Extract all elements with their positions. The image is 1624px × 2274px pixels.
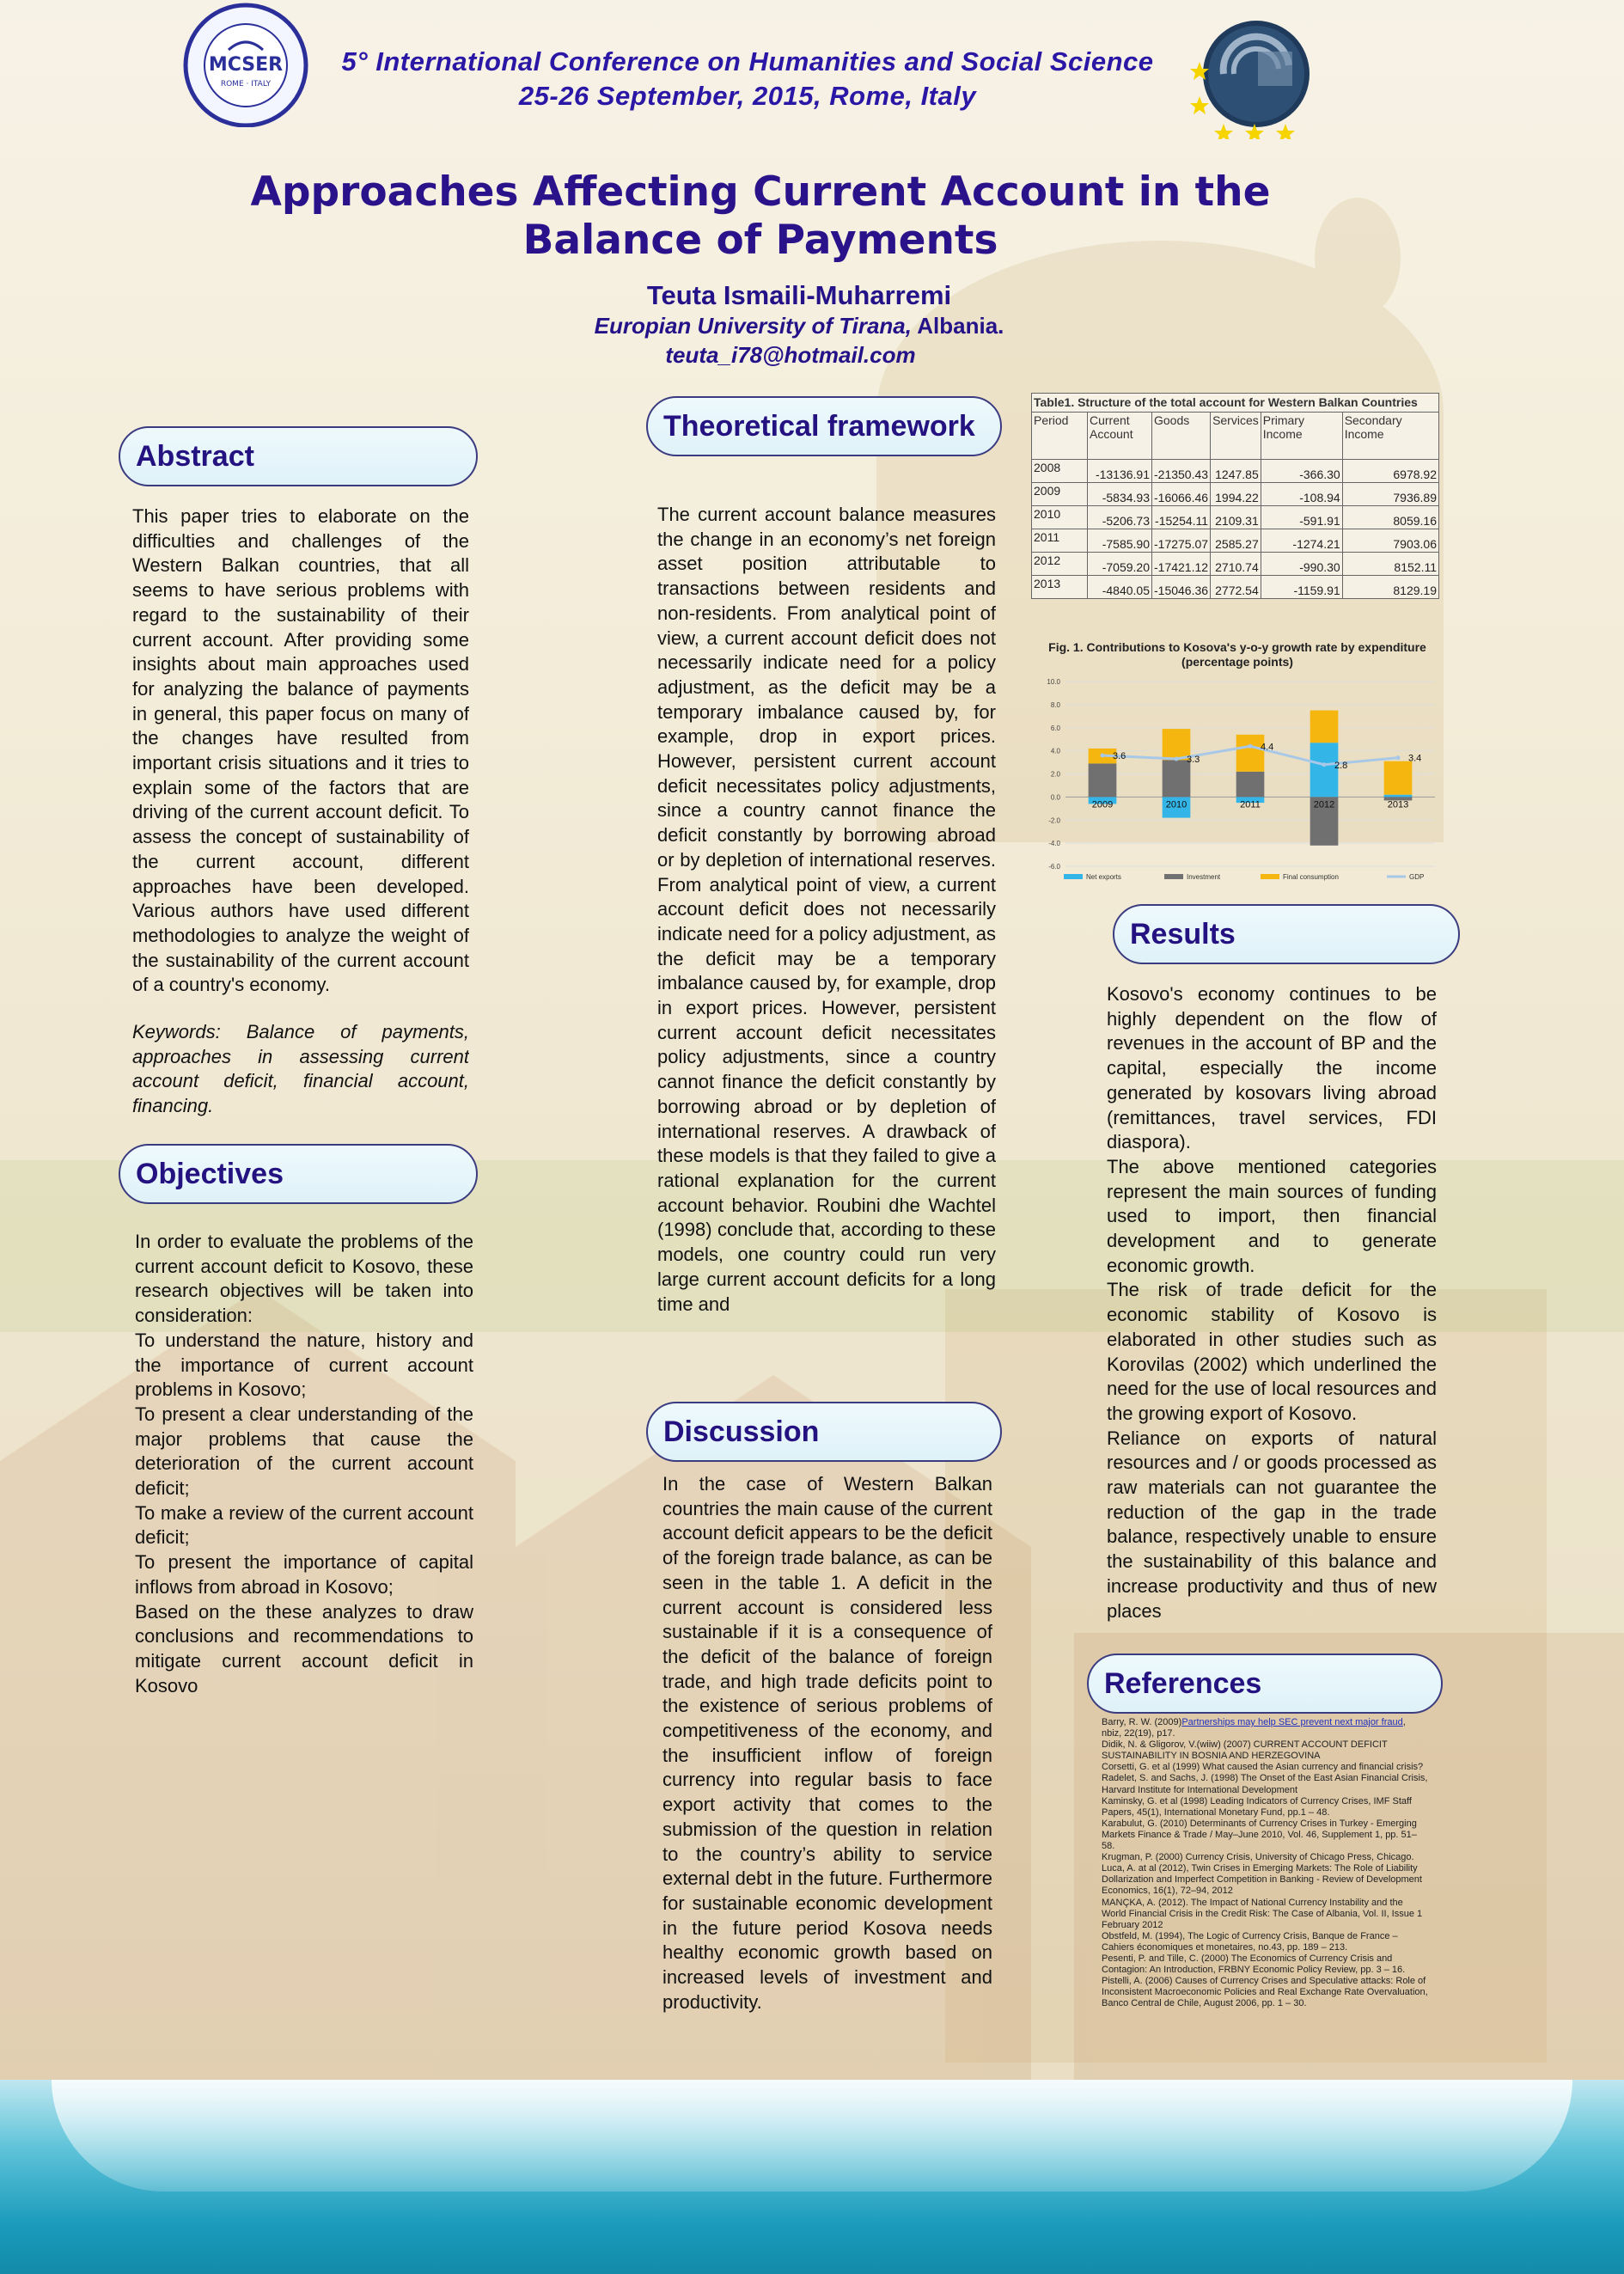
gdp-point (1175, 757, 1179, 761)
reference-item (1102, 1953, 1428, 1976)
table-row (1032, 576, 1439, 599)
x-tick-label: 2009 (1091, 799, 1114, 810)
reference-item (1102, 1762, 1428, 1773)
reference-item (1102, 1739, 1428, 1762)
table-cell: -17275.07 (1152, 529, 1211, 553)
y-tick-label: -2.0 (1048, 816, 1060, 825)
y-tick-label: 6.0 (1050, 724, 1060, 732)
reference-item (1102, 1852, 1428, 1863)
table-cell: 8129.19 (1342, 576, 1438, 599)
gdp-data-label: 3.4 (1408, 753, 1422, 764)
reference-text: MANÇKA, A. (2012). The Impact of National Currency Instability and the World Financial Crisis in the Credit Risk: The Case of Albania, Vol. II, Issue 1 February 2012 (1102, 1897, 1423, 1930)
poster-title-line2: Balance of Payments (522, 217, 998, 264)
bar-investment (1089, 763, 1117, 797)
table-cell: 2585.27 (1211, 529, 1261, 553)
reference-item (1102, 1773, 1428, 1795)
bottom-decorative-band (0, 2080, 1624, 2274)
objectives-section (135, 1230, 473, 1698)
table-cell: -21350.43 (1152, 460, 1211, 483)
table-cell: -16066.46 (1152, 483, 1211, 506)
gdp-point (1249, 744, 1253, 749)
table-header-cell: Current Account (1088, 413, 1152, 460)
affiliation-country: Albania. (912, 313, 1004, 339)
bar-final-consumption (1310, 711, 1339, 743)
y-tick-label: 10.0 (1047, 678, 1060, 686)
reference-item (1102, 1898, 1428, 1931)
mcser-logo (177, 2, 314, 127)
table-header-row (1032, 413, 1439, 460)
table-cell: -366.30 (1261, 460, 1342, 483)
table-cell: 7936.89 (1342, 483, 1438, 506)
y-tick-label: -4.0 (1048, 840, 1060, 848)
y-tick-label: 0.0 (1050, 793, 1060, 802)
reference-text: Pesenti, P. and Tille, C. (2000) The Economics of Currency Crisis and Contagion: An Introduction, FRBNY Economic Policy Review, pp. 3 – 16. (1102, 1953, 1406, 1976)
y-tick-label: 2.0 (1050, 770, 1060, 779)
reference-text: Corsetti, G. et al (1999) What caused the Asian currency and financial crisis? (1102, 1762, 1424, 1773)
table-cell: -108.94 (1261, 483, 1342, 506)
table-cell: 6978.92 (1342, 460, 1438, 483)
objective-item: To understand the nature, history and the importance of current account problems in Kosovo; (135, 1329, 473, 1401)
reference-text: Didik, N. & Gligorov, V.(wiiw) (2007) CURRENT ACCOUNT DEFICIT SUSTAINABILITY IN BOSNIA AND HERZEGOVINA (1102, 1739, 1388, 1762)
table1 (1031, 393, 1439, 599)
abstract-heading: Abstract (119, 426, 478, 486)
table-cell: -990.30 (1261, 553, 1342, 576)
bar-final-consumption (1384, 761, 1413, 795)
y-tick-label: 4.0 (1050, 747, 1060, 755)
table-cell: 7903.06 (1342, 529, 1438, 553)
table-header-cell: Services (1211, 413, 1261, 460)
table-header-cell: Primary Income (1261, 413, 1342, 460)
table-row (1032, 529, 1439, 553)
conference-name: 5° International Conference on Humanities and Social Science (341, 46, 1154, 76)
bar-investment (1236, 772, 1265, 798)
table-cell: -1274.21 (1261, 529, 1342, 553)
table-cell: 2012 (1032, 553, 1088, 576)
table-row (1032, 553, 1439, 576)
logo-left-center: MCSER (208, 54, 284, 76)
objectives-intro: In order to evaluate the problems of the current account deficit to Kosovo, these research objectives will be taken into consideration: (135, 1231, 473, 1327)
poster-title-line1: Approaches Affecting Current Account in the (250, 168, 1271, 216)
affiliation-university: Europian University of Tirana, (594, 313, 912, 339)
x-tick-label: 2013 (1387, 799, 1409, 810)
objective-item: To make a review of the current account deficit; (135, 1501, 473, 1549)
gdp-data-label: 3.3 (1187, 755, 1200, 766)
conference-globe-logo (1189, 17, 1318, 139)
gdp-data-label: 4.4 (1261, 742, 1274, 753)
table-cell: -1159.91 (1261, 576, 1342, 599)
reference-text: Barry, R. W. (2009) (1102, 1717, 1182, 1727)
reference-text: Krugman, P. (2000) Currency Crisis, University of Chicago Press, Chicago. (1102, 1852, 1414, 1863)
table-cell: -7585.90 (1088, 529, 1152, 553)
table-cell: 2710.74 (1211, 553, 1261, 576)
table-row (1032, 483, 1439, 506)
reference-item (1102, 1931, 1428, 1953)
reference-link[interactable]: Partnerships may help SEC prevent next major fraud (1181, 1717, 1403, 1727)
table-cell: -13136.91 (1088, 460, 1152, 483)
bar-final-consumption (1236, 735, 1265, 772)
results-section (1107, 982, 1437, 1651)
results-heading: Results (1113, 904, 1460, 964)
legend-swatch (1064, 874, 1083, 879)
table-cell: 2013 (1032, 576, 1088, 599)
gdp-point (1101, 754, 1105, 758)
table-cell: 2008 (1032, 460, 1088, 483)
logo-left-sub: ROME · ITALY (220, 80, 272, 89)
conference-date: 25-26 September, 2015, Rome, Italy (518, 81, 977, 111)
reference-text: Karabulut, G. (2010) Determinants of Currency Crises in Turkey - Emerging Markets Finance & Trade / May–June 2010, Vol. 46, Supplement 1, pp. 51–58. (1102, 1818, 1417, 1852)
reference-text: Obstfeld, M. (1994), The Logic of Currency Crisis, Banque de France – Cahiers économiques et monetaires, no.43, pp. 189 – 213. (1102, 1930, 1398, 1953)
table-cell: 2009 (1032, 483, 1088, 506)
legend-label: GDP (1409, 873, 1425, 881)
discussion-heading: Discussion (646, 1402, 1002, 1462)
table-header-cell: Goods (1152, 413, 1211, 460)
table1-caption: Table1. Structure of the total account for Western Balkan Countries (1031, 393, 1439, 412)
table1-grid (1031, 412, 1439, 599)
legend-swatch (1261, 874, 1279, 879)
reference-text: Kaminsky, G. et al (1998) Leading Indicators of Currency Crises, IMF Staff Papers, 45(1), International Monetary Fund, pp.1 – 48. (1102, 1795, 1412, 1818)
objective-item: To present a clear understanding of the major problems that cause the deterioration of the current account deficit; (135, 1403, 473, 1500)
bar-net-exports (1384, 795, 1413, 798)
table-cell: 2011 (1032, 529, 1088, 553)
abstract-section (132, 504, 469, 1145)
author-email: teuta_i78@hotmail.com (665, 342, 916, 368)
objective-item: To present the importance of capital inflows from abroad in Kosovo; (135, 1551, 473, 1598)
table-cell: -17421.12 (1152, 553, 1211, 576)
x-tick-label: 2012 (1313, 799, 1335, 810)
theoretical-text: The current account balance measures the change in an economy’s net foreign asset position attributable to transactions between residents and non-residents. From analytical point of view, a current account deficit does not necessarily indicate need for a policy adjustment, as the deficit may be a temporary imbalance caused by, for example, drop in export prices. However, persistent current account deficit necessitates policy adjustments, since a country cannot finance the deficit constantly by borrowing abroad or by depletion of international reserves. From analytical point of view, a current account deficit does not necessarily indicate need for a policy adjustment, as the deficit may be a temporary imbalance caused by, for example, drop in export prices. However, persistent current account deficit necessitates policy adjustments, since a country cannot finance the deficit constantly by borrowing abroad or by depletion of international reserves. A drawback of these models is that they failed to give a rational explanation for the current account behavior. Roubini dhe Wachtel (1998) conclude that, according to these models, one country could run very large current account deficits for a long time and (657, 504, 996, 1315)
table-cell: 1247.85 (1211, 460, 1261, 483)
reference-item (1102, 1863, 1428, 1897)
results-paragraph: Reliance on exports of natural resources and / or goods processed as raw materials can not guarantee the reduction of the gap in the trade balance, respectively unable to ensure the sustainability of this balance and increase productivity and thus of new places (1107, 1427, 1437, 1622)
table-header-cell: Period (1032, 413, 1088, 460)
legend-label: Net exports (1086, 873, 1121, 881)
table-cell: 1994.22 (1211, 483, 1261, 506)
reference-item (1102, 1819, 1428, 1852)
table-cell: -15254.11 (1152, 506, 1211, 529)
table-header-cell: Secondary Income (1342, 413, 1438, 460)
reference-text: Pistelli, A. (2006) Causes of Currency Crises and Speculative attacks: Role of Inconsistent Macroeconomic Policies and Real Exchange Rate Overvaluation, Banco Central de Chile, August 2006, pp. 1 – 30. (1102, 1976, 1428, 2009)
abstract-text: This paper tries to elaborate on the difficulties and challenges of the Western Balkan countries, that all seems to have serious problems with regard to the sustainability of their current account. After providing some insights about main approaches used for analyzing the balance of payments in general, this paper focus on many of the changes have resulted from important crisis situations and it tries to explain some of the factors that are driving of the current account deficit. To assess the concept of sustainability of the current account, different approaches have been developed. Various authors have used different methodologies to analyze the weight of the sustainability of the current account of a country's economy. (132, 505, 469, 996)
gdp-point (1322, 762, 1327, 767)
affiliation (430, 313, 1169, 339)
y-tick-label: 8.0 (1050, 700, 1060, 709)
x-tick-label: 2010 (1165, 799, 1187, 810)
figure1-title: Fig. 1. Contributions to Kosova's y-o-y growth rate by expenditure (percentage points) (1048, 640, 1426, 669)
legend-swatch (1164, 874, 1183, 879)
objectives-heading: Objectives (119, 1144, 478, 1204)
y-tick-label: -6.0 (1048, 863, 1060, 871)
objective-item: Based on the these analyzes to draw conclusions and recommendations to mitigate current account deficit in Kosovo (135, 1600, 473, 1696)
reference-text: Radelet, S. and Sachs, J. (1998) The Onset of the East Asian Financial Crisis, Harvard Institute for International Development (1102, 1773, 1428, 1795)
results-paragraph: Kosovo's economy continues to be highly dependent on the flow of revenues in the account of BP and the capital, especially the income generated by kosovars living abroad (remittances, travel services, FDI diaspora). (1107, 983, 1437, 1153)
author-name: Teuta Ismaili-Muharremi (646, 280, 952, 310)
discussion-text: In the case of Western Balkan countries the main cause of the current account deficit appears to be the deficit of the foreign trade balance, as can be seen in the table 1. A deficit in the current account is considered less sustainable if it is a consequence of the deficit of the balance of foreign trade, and high trade deficits point to the existence of serious problems of competitiveness of the economy, and the insufficient inflow of foreign currency into regular basis to face export activity that comes to the submission of the question in relation to the country’s ability to service external debt in the future. Furthermore for sustainable economic development in the future period Kosova needs healthy economic growth based on increased levels of investment and productivity. (662, 1473, 992, 2013)
gdp-data-label: 3.6 (1113, 751, 1126, 761)
table-row (1032, 506, 1439, 529)
table-cell: -5206.73 (1088, 506, 1152, 529)
table-cell: 2010 (1032, 506, 1088, 529)
table-cell: 8059.16 (1342, 506, 1438, 529)
table-cell: -7059.20 (1088, 553, 1152, 576)
table-cell: -15046.36 (1152, 576, 1211, 599)
reference-item (1102, 1976, 1428, 2009)
results-paragraph: The above mentioned categories represent the main sources of funding used to import, then financial development and to generate economic growth. (1107, 1155, 1437, 1276)
bar-investment (1163, 760, 1191, 797)
keywords: Keywords: Balance of payments, approaches in assessing current account deficit, financial account, financing. (132, 1021, 469, 1117)
x-tick-label: 2011 (1240, 799, 1261, 810)
gdp-data-label: 2.8 (1334, 760, 1348, 771)
reference-item (1102, 1717, 1428, 1739)
theoretical-heading: Theoretical framework (646, 396, 1002, 456)
table-cell: 2109.31 (1211, 506, 1261, 529)
reference-item (1102, 1796, 1428, 1819)
references-list (1102, 1717, 1428, 2009)
results-paragraph: The risk of trade deficit for the economic stability of Kosovo is elaborated in other studies such as Korovilas (2002) which underlined the need for the use of local resources and the growing export of Kosovo. (1107, 1279, 1437, 1424)
table-cell: -4840.05 (1088, 576, 1152, 599)
figure1-chart (1031, 673, 1444, 883)
legend-label: Final consumption (1283, 873, 1339, 881)
table-row (1032, 460, 1439, 483)
table-cell: -5834.93 (1088, 483, 1152, 506)
reference-text: , nbiz, 22(19), p17. (1102, 1717, 1406, 1739)
table-cell: -591.91 (1261, 506, 1342, 529)
legend-label: Investment (1187, 873, 1221, 881)
gdp-point (1396, 755, 1401, 760)
table-cell: 8152.11 (1342, 553, 1438, 576)
references-heading: References (1087, 1654, 1443, 1714)
table-cell: 2772.54 (1211, 576, 1261, 599)
reference-text: Luca, A. at al (2012), Twin Crises in Emerging Markets: The Role of Liability Dollarization and Imperfect Competition in Banking - Review of Development Economics, 16(1), 72–94, 2012 (1102, 1863, 1422, 1897)
